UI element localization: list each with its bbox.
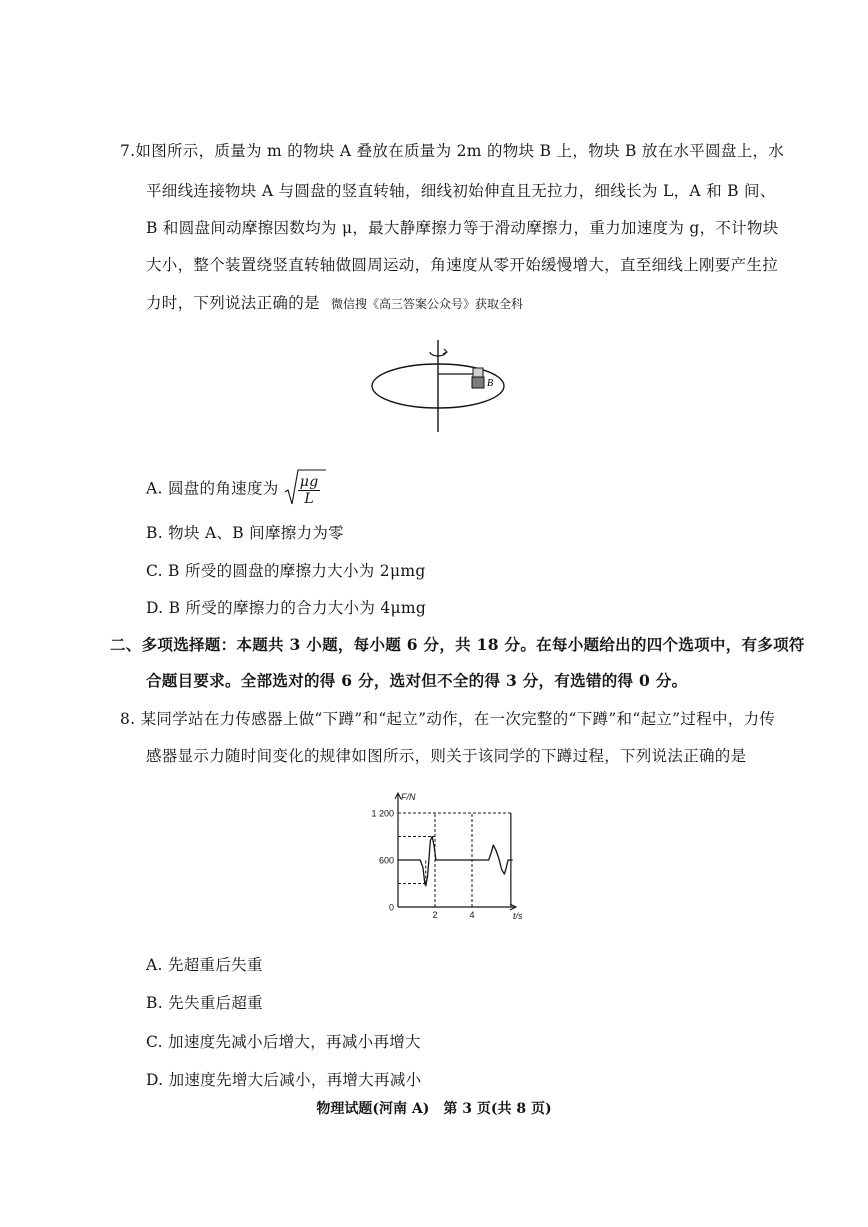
force-time-chart xyxy=(358,790,528,920)
q8-option-b: B. 先失重后超重 xyxy=(146,994,263,1012)
y-tick-label: 0 xyxy=(388,902,394,913)
q8-option-c: C. 加速度先减小后增大，再减小再增大 xyxy=(146,1033,421,1051)
x-tick-label: 2 xyxy=(432,910,438,920)
fraction-denominator: L xyxy=(304,491,314,507)
q8-option-a: A. 先超重后失重 xyxy=(146,956,263,974)
page-footer: 物理试题(河南 A) 第 3 页(共 8 页) xyxy=(316,1101,552,1117)
section-2-header-line-2: 合题目要求。全部选对的得 6 分，选对但不全的得 3 分，有选错的得 0 分。 xyxy=(146,671,688,690)
x-tick-label: 4 xyxy=(469,910,475,920)
y-axis-label: F/N xyxy=(401,792,416,802)
y-tick-label: 1 200 xyxy=(371,808,394,819)
q7-option-a xyxy=(146,472,320,507)
q7-option-a-text: A. 圆盘的角速度为 xyxy=(146,479,279,498)
q8-line-2: 感器显示力随时间变化的规律如图所示，则关于该同学的下蹲过程，下列说法正确的是 xyxy=(146,747,747,765)
q7-rotating-disk-figure xyxy=(360,338,530,434)
sqrt-sign-icon xyxy=(284,468,326,508)
watermark-text: 微信搜《高三答案公众号》获取全科 xyxy=(331,297,524,311)
q7-option-b: B. 物块 A、B 间摩擦力为零 xyxy=(146,524,344,542)
rotation-arrowhead-icon xyxy=(443,349,447,354)
q7-line-4: 大小，整个装置绕竖直转轴做圆周运动，角速度从零开始缓慢增大，直至细线上刚要产生拉 xyxy=(146,256,779,274)
q7-line-2: 平细线连接物块 A 与圆盘的竖直转轴，细线初始伸直且无拉力，细线长为 L，A 和 B 间、 xyxy=(146,182,776,200)
q8-option-d: D. 加速度先增大后减小，再增大再减小 xyxy=(146,1071,422,1089)
q7-line-3: B 和圆盘间动摩擦因数均为 μ，最大静摩擦力等于滑动摩擦力，重力加速度为 g，不计物块 xyxy=(146,219,779,237)
q7-option-d: D. B 所受的摩擦力的合力大小为 4μmg xyxy=(146,599,427,617)
q7-option-c: C. B 所受的圆盘的摩擦力大小为 2μmg xyxy=(146,562,426,580)
force-curve xyxy=(398,837,513,886)
sqrt-expression xyxy=(284,472,321,507)
q8-line-1: 8. 某同学站在力传感器上做“下蹲”和“起立”动作，在一次完整的“下蹲”和“起立”过程中，力传 xyxy=(120,710,776,728)
x-axis-label: t/s xyxy=(513,911,523,920)
q7-line-1: 7.如图所示，质量为 m 的物块 A 叠放在质量为 2m 的物块 B 上，物块 B 放在水平圆盘上，水 xyxy=(120,142,785,160)
q7-line-5-text: 力时，下列说法正确的是 xyxy=(146,294,320,312)
block-b xyxy=(472,377,484,388)
fraction-numerator: μg xyxy=(299,474,319,490)
block-a xyxy=(473,368,483,377)
section-2-header-line-1: 二、多项选择题：本题共 3 小题，每小题 6 分，共 18 分。在每小题给出的四个选项中，有多项符 xyxy=(110,635,805,654)
y-tick-label: 600 xyxy=(378,855,394,866)
label-b: B xyxy=(487,378,494,389)
q7-line-5 xyxy=(146,291,523,313)
